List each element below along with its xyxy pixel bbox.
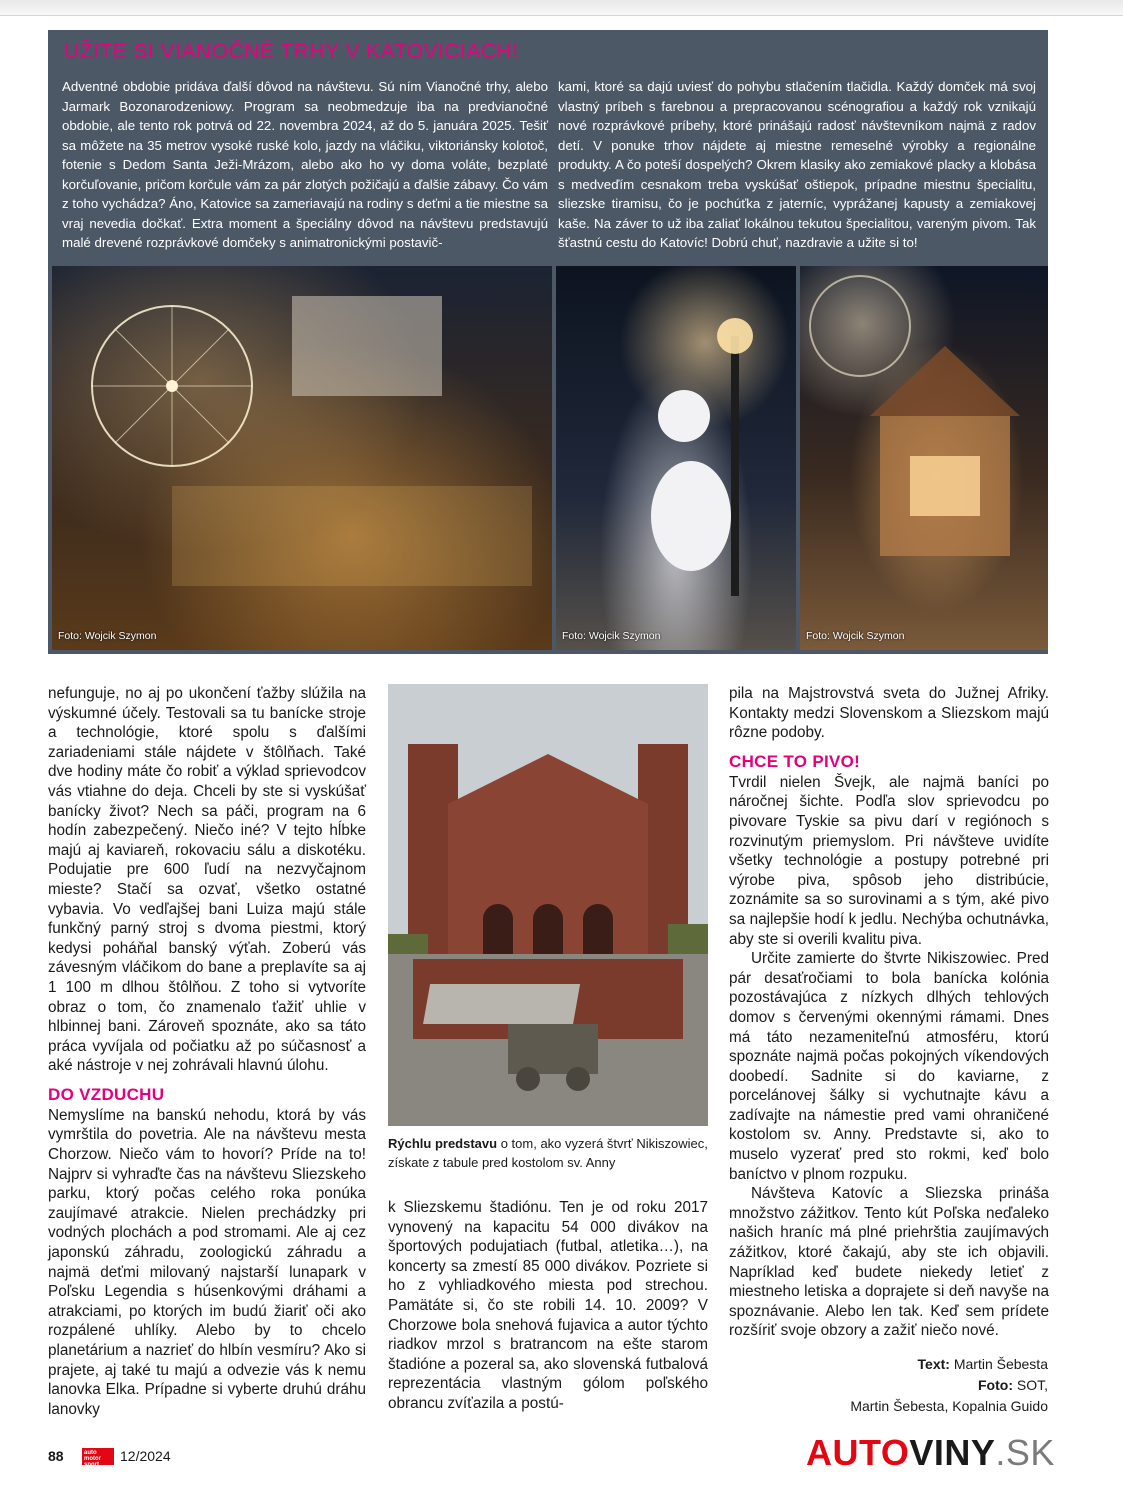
paragraph: Návšteva Katovíc a Sliezska prináša množstvo zážitkov. Tento kút Poľska neďaleko našich hraníc má plné priehrštia zaujímavých zážitkov, ktoré čakajú, aby ste ich objavili. Napríklad keď budete niekedy letieť z miestneho letiska a doprajete si deň navyše na spoznávanie. Alebo len tak. Keď sem prídete rozšíriť svoje obzory a zažiť niečo nové. [729, 1185, 1049, 1340]
credit-text-name: Martin Šebesta [949, 1356, 1048, 1372]
photo-credit: Foto: Wojcik Szymon [58, 630, 157, 642]
brand-sk: .SK [995, 1432, 1055, 1473]
page-number: 88 [48, 1448, 64, 1464]
photo-christmas-market-aerial [52, 266, 552, 650]
paragraph: Nemyslíme na banskú nehodu, ktorá by vás vymrštila do povetria. Ale na návštevu mesta Chorzow. Niečo vám to hovorí? Príde na to! Najprv si vyhraďte čas na návštevu Sliezskeho parku, ktorý počas celého roka ponúka zaujímavé atrakcie. Nielen prechádzky pri vodných plochách a pod stromami. Ale aj cez japonskú záhradu, zoologickú záhradu a najmä deťmi milovaný najstarší lunapark v Poľsku Legendia s húsenkovými dráhami a atrakciami, po ktorých im budú žiariť oči ako rozpálené uhlíky. Alebo by to chcelo planetárium a nazrieť do hlbín vesmíru? Ako si prajete, aj také tu majú a odvezie vás k nemu lanovka Elka. Prípadne si vyberte druhú dráhu lanovky [48, 1106, 366, 1418]
photo-snowman-lamp [556, 266, 796, 650]
credit-foto-names: Martin Šebesta, Kopalnia Guido [850, 1398, 1048, 1414]
paragraph: nefunguje, no aj po ukončení ťažby slúžila na výskumné účely. Testovali sa tu banícke stroje a technológie, ktoré spolu s ďalšími zariadeniami stále nájdete v štôlňach. Také dve hodiny máte čo robiť a výklad sprievodcov vás vtiahne do deja. Chceli by ste si vyskúšať banícky život? Nech sa páči, program na 6 hodín zabezpečený. Niečo iné? V tejto hĺbke majú aj kaviareň, rokovaciu sálu a diskotéku. Podujatie pre 600 ľudí na nezvyčajnom mieste? Stačí sa ozvať, všetko ostatné vybavia. Vo vedľajšej bani Luiza majú stále funkčný parný stroj s dvoma piestmi, ktorý kedysi poháňal banský výťah. Zoberú vás závesným vláčikom do bane a preplavíte sa aj 1 100 m dlhou štôlňou. Z toho si vytvoríte obraz o tom, čo znamenalo ťažiť uhlie v hlbinnej bani. Zároveň spoznáte, ako sa táto práca vyvíjala od počiatku až po súčasnosť a aké nástroje v nej zohrávali hlavnú úlohu. [48, 685, 366, 1075]
photo-caption [388, 1134, 708, 1172]
article-column-right [729, 684, 1049, 1341]
caption-bold: Rýchlu predstavu [388, 1136, 498, 1151]
auto-motor-sport-logo: auto motor sport [82, 1448, 114, 1465]
photo-wooden-fairy-house [800, 266, 1048, 650]
box-column-2: kami, ktoré sa dajú uviesť do pohybu stlačením tlačidla. Každý domček má svoj vlastný príbeh s farebnou a prepracovanou scénografiou a každý rok vznikajú nové rozprávkové príbehy, ktoré prinášajú radosť návštevníkom najmä z radov detí. V ponuke trhov nájdete aj miestne remeselné výrobky a regionálne produkty. A čo poteší dospelých? Okrem klasiky ako zemiakové placky a klobása s medveďím cesnakom treba vyskúšať oštiepok, prípadne miestnu špecialitu, sliezske tiramisu, čo je pochúťka z jaterníc, vyprážanej kapusty a zemiakovej kaše. Na záver to už iba zaliať lokálnou tekutou špecialitou, vareným pivom. Tak šťastnú cestu do Katovíc! Dobrú chuť, nazdravie a užite si to! [558, 79, 1036, 250]
brand-viny: VINY [909, 1432, 996, 1473]
paragraph: k Sliezskemu štadiónu. Ten je od roku 2017 vynovený na kapacitu 54 000 divákov na športových podujatiach (futbal, atletika…), na koncerty sa zmestí 85 000 divákov. Pozriete si ho z vyhliadkového miesta pod strechou. Pamätáte si, čo ste robili 14. 10. 2009? V Chorzowe bola snehová fujavica a autor týchto riadkov mrzol s bratrancom na ešte starom štadióne a pozeral sa, ako slovenská futbalová reprezentácia vlastným gólom poľského obrancu zvíťazila a postú- [388, 1199, 708, 1412]
top-strip [0, 0, 1123, 16]
section-heading-chce-to-pivo: CHCE TO PIVO! [729, 751, 861, 771]
box-column-1: Adventné obdobie pridáva ďalší dôvod na návštevu. Sú ním Vianočné trhy, alebo Jarmark Bozonarodzeniowy. Program sa neobmedzuje iba na predvianočné obdobie, ale tento rok potrvá od 22. novembra 2024, až do 5. januára 2025. Tešiť sa môžete na 35 metrov vysoké ruské kolo, jazdy na vláčiku, viktoriánsky kolotoč, fotenie s Dedom Santa Ježi-Mrázom, alebo ako ho vy doma voláte, bezplaté korčuľovanie, pričom korčule vám za pár zlotých požičajú a ďalšie zábavy. Čo vám z toho vychádza? Áno, Katovice sa zameriavajú na rodiny s deťmi a tie miestne sa vraj nevedia dočkať. Extra moment a špeciálny dôvod na návštevu predstavujú malé drevené rozprávkové domčeky s animatronickými postavič- [62, 79, 548, 250]
fairy-house-illustration [800, 266, 1048, 650]
credit-foto-label: Foto: [978, 1377, 1013, 1393]
section-heading-do-vzduchu: DO VZDUCHU [48, 1084, 165, 1104]
paragraph: pila na Majstrovstvá sveta do Južnej Afriky. Kontakty medzi Slovenskom a Sliezskom majú rôzne podoby. [729, 685, 1049, 742]
photo-st-anna-church [388, 684, 708, 1126]
article-credits [728, 1354, 1048, 1417]
box-title: UŽITE SI VIANOČNÉ TRHY V KATOVICIACH! [64, 40, 519, 63]
caption-text: o tom, ako vyzerá štvrť Nikiszowiec, získate z tabule pred kostolom sv. Anny [388, 1136, 708, 1170]
church-illustration [388, 684, 708, 1126]
photo-credit: Foto: Wojcik Szymon [806, 630, 905, 642]
autoviny-logo[interactable] [806, 1432, 1055, 1474]
credit-foto-name: SOT, [1012, 1377, 1048, 1393]
issue-number: 12/2024 [120, 1448, 171, 1464]
ferris-wheel-illustration [52, 266, 552, 650]
snowman-illustration [556, 266, 796, 650]
paragraph: Určite zamierte do štvrte Nikiszowiec. Pred pár desaťročiami to bola banícka kolónia pozostávajúca z nízkych dlhých tehlových domov s červenými okennými rámami. Dnes má táto nezameniteľnú atmosféru, ktorú spoznáte najmä počas pokojných víkendových doobedí. Sadnite si do kaviarne, z porcelánovej šálky si vychutnajte kávu a zadívajte na námestie pred vami ohraničené kostolom sv. Anny. Predstavte si, ako to muselo vyzerať pred sto rokmi, keď bolo baníctvo v plnom rozpuku. [729, 950, 1049, 1183]
photo-credit: Foto: Wojcik Szymon [562, 630, 661, 642]
brand-auto: AUTO [806, 1432, 910, 1473]
article-column-left [48, 684, 366, 1419]
article-column-middle [388, 1198, 708, 1414]
christmas-market-box [48, 30, 1048, 654]
paragraph: Tvrdil nielen Švejk, ale najmä baníci po náročnej šichte. Podľa slov sprievodcu po pivovare Tyskie sa pivu darí v regiónoch s rozvinutým priemyslom. Pri návšteve uvidíte všetky technológie a postupy potrebné pri výrobe piva, spôsob jeho distribúcie, zoznámite sa so surovinami a s tým, aké pivo sa najlepšie hodí k jedlu. Nechýba ochutnávka, aby ste si overili kvalitu piva. [729, 773, 1049, 948]
credit-text-label: Text: [917, 1356, 950, 1372]
